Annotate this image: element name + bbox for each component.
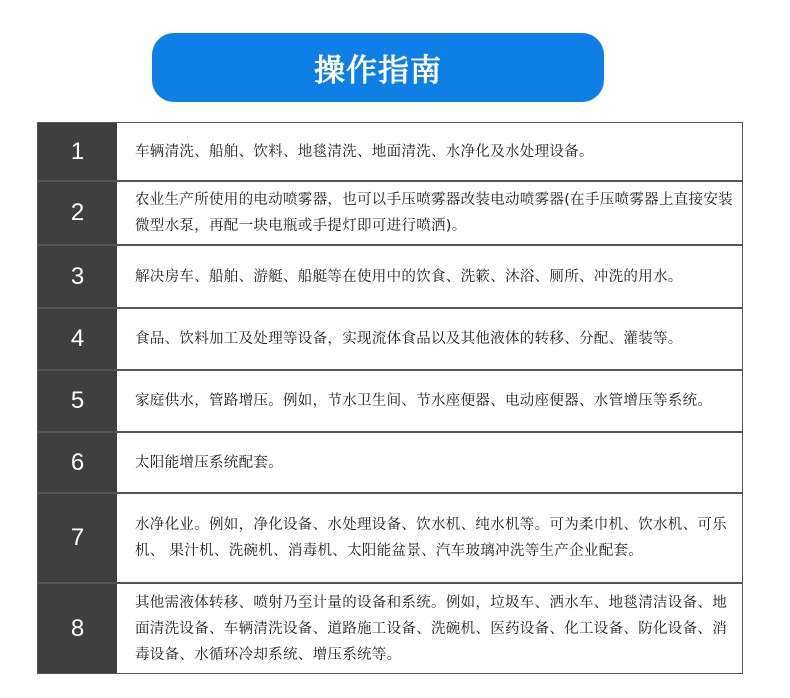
table-row: [38, 123, 742, 182]
table-row: [38, 182, 742, 246]
row-text: 食品、饮料加工及处理等设备，实现流体食品以及其他液体的转移、分配、灌装等。: [135, 331, 683, 347]
table-row: [38, 309, 742, 371]
row-text: 水净化业。例如，净化设备、水处理设备、饮水机、纯水机等。可为柔巾机、饮水机、可乐机、 果汁机、洗碗机、消毒机、太阳能盆景、汽车玻璃冲洗等生产企业配套。: [135, 517, 727, 559]
page-title: 操作指南: [152, 33, 604, 102]
row-number: 8: [38, 584, 117, 673]
table-row: [38, 246, 742, 309]
row-number: 3: [38, 246, 117, 307]
row-number: 6: [38, 433, 117, 492]
row-number: 4: [38, 309, 117, 369]
row-number: 2: [38, 182, 117, 244]
table-row: [38, 584, 742, 673]
table-row: [38, 494, 742, 584]
row-text: 家庭供水，管路增压。例如，节水卫生间、节水座便器、电动座便器、水管增压等系统。: [135, 393, 713, 409]
row-number: 5: [38, 371, 117, 431]
row-text: 解决房车、船舶、游艇、船艇等在使用中的饮食、洗簌、沐浴、厕所、冲洗的用水。: [135, 268, 683, 285]
row-text: 车辆清洗、船舶、饮料、地毯清洗、地面清洗、水净化及水处理设备。: [135, 143, 594, 160]
row-number: 1: [38, 123, 117, 180]
table-row: [38, 433, 742, 494]
table-row: [38, 371, 742, 433]
row-text: 农业生产所使用的电动喷雾器，也可以手压喷雾器改装电动喷雾器(在手压喷雾器上直接安装微型水泵，再配一块电瓶或手提灯即可进行喷洒)。: [135, 192, 733, 234]
row-text: 太阳能增压系统配套。: [135, 454, 283, 471]
row-number: 7: [38, 494, 117, 582]
guide-table: [37, 122, 743, 674]
row-text: 其他需液体转移、喷射乃至计量的设备和系统。例如，垃圾车、洒水车、地毯清洁设备、地面清洗设备、车辆清洗设备、道路施工设备、洗碗机、医药设备、化工设备、防化设备、消毒设备、水循环冷却系统、增压系统等。: [135, 594, 727, 663]
